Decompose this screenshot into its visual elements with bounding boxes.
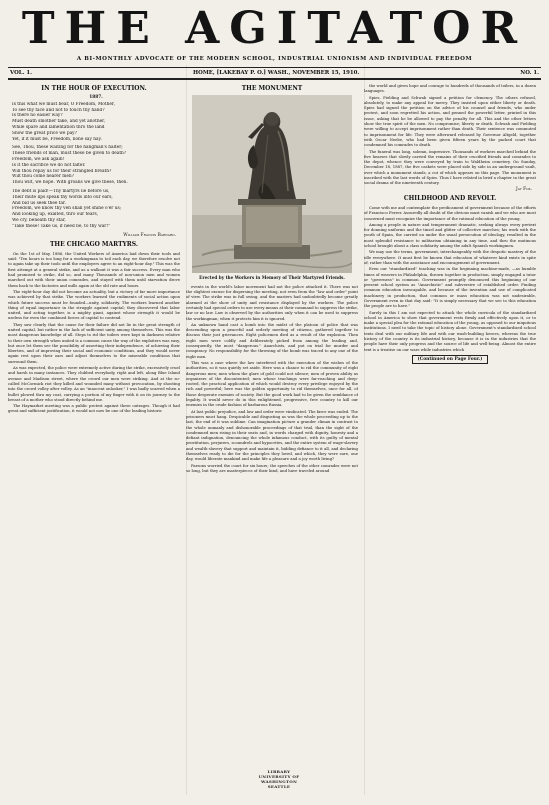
article-paragraph: As was expected, the police were extremely active during the strike, excessively cruel and harsh in many instances. They clubbed everybody, right and left, along Blue Island avenue and Madison street, where the crowd our men were striking. And at the so-called McCormick riot they killed and wounded many without provocation, by shooting into the crowd volley after volley. As an "innocent onlooker," I was badly scarred when a bullet plowed thru my coat, carrying a portion of my finger with it on its journey to the breast of a mother who stood directly behind me.: [8, 365, 180, 402]
poem-line: We cry, beneath thy star,: [12, 217, 66, 223]
monument-caption: Erected by the Workers in Memory of Their Martyred Friends.: [199, 275, 345, 280]
newspaper-page: [8, 5, 541, 795]
poem-line: "Take these! Take us, if need be, to thy war!": [12, 223, 111, 229]
issue-number: NO. 1.: [520, 70, 539, 76]
article-paragraph: Even our "standardized" teaching was in the beginning machine-made, —as humble times of weavers in Philadelphia, thrown together in production, simply engaged a tutor or "governess" in common. Government promptly denounced this beginning of our present school system as "Anarchistic" and subversive of established order. Finding common education inescapable, and because of the invention and use of complicated machinery in production, that common or mass education was not undesirable, Government even in that day said: "It is simply necessary that we see to this education the people are to have.": [364, 266, 536, 309]
poem-line: Is this what we must bear, O Freedom, Mother,: [12, 101, 115, 107]
article-paragraph: the world and given hope and courage to hundreds of thousands of toilers, in a dozen languages.: [364, 83, 536, 94]
center-column: [186, 83, 358, 805]
stamp-line: UNIVERSITY OF WASHINGTON: [258, 774, 300, 784]
left-column: [8, 83, 180, 805]
poem-line: Will thou repay us for their strangled breath?: [12, 168, 112, 174]
poem-line: Thou wilt, we hope. With groans we give these, then.: [12, 180, 128, 186]
article-paragraph: Among a people in nature and temperament dramatic, seeking always every pretext for donning uniforms and the tinsel and glitter of collective marches; his work with the youth of Spain, the carried on under the usual persecution of ideology, resulted in the most splendid resistance to militarism obtaining in any time, and thru the mutinous school brought about a class solidarity among the adult Spanish workingmen.: [364, 221, 536, 249]
masthead: [8, 5, 541, 80]
poem-line: Freedom, we know thy ven shall yet shine o'er us;: [12, 206, 122, 212]
newspaper-title: THE AGITATOR: [21, 3, 528, 54]
poem-stanza: [12, 102, 180, 143]
article-columns: [8, 83, 541, 805]
poem-line: Yet, if it must be, Freedom, none say nay.: [12, 136, 102, 142]
poem-line: To see thy face and not to touch thy hand?: [12, 107, 105, 113]
article-paragraph: This was a case where the law interfered with the execution of the wishes of the authorities, so it was quietly set aside. Here was a chance to rid the community of eight dangerous men; men whom the glare of gold could not silence; men of proven ability as organizers of the discontented; men whose teachings were far-reaching and deep-rooted, the practical application of which would destroy every privilege enjoyed by the rich and powerful; here was the golden opportunity to rid themselves, once for all, of those desperate enemies of society. But the good work had to be given the semblance of legality. It would never do in this enlightened, progressive, free country to kill our enemies in the crude fashion of barbarous Russia.: [186, 359, 358, 408]
volume-label: VOL. 1.: [10, 70, 32, 76]
poem-line: Freedom, we ask again!: [12, 156, 65, 162]
library-stamp: [249, 769, 309, 789]
poem-line: These friends of man, must these be given to death?: [12, 151, 127, 157]
poem-line: Show the great price we pay?: [12, 130, 77, 136]
article-paragraph: The funeral was long, solemn, impressive. Thousands of workers marched behind the five hearses that slowly carried the remains of their crucified friends and comrades to the depot, whence they were conveyed by train to Waldheim cemetery. On Sunday, December 18, 1887, the five caskets were placed side by side in an underground vault, over which a monument stands, a cut of which appears on this page. The monument is inscribed with the last words of Spies. Thus I have related in brief a chapter in the great social drama of the nineteenth century.: [364, 148, 536, 186]
article-paragraph: Surely in this I am not expected to attack the whole curricula of the standardized school in America to show that government rests firmly and effectively upon it, or to make a special plea for the rational education of the young, as opposed to our iniquitous institutions. I need to take the topic of history alone. Government's standardized school texts deal with our military life and with our wash-building heroes, whereas the true history of the country is its industrial history, because it is in the industries that the people have their only progress and the source of life and well-being. Almost the entire text is a treatise on our wars while industries which: [364, 309, 536, 352]
continued-label: (Continued on Page Four.): [412, 355, 489, 364]
poem-line: Their mute lips speak thy words into our ears,: [12, 194, 113, 200]
poem-line: The debt is paid!—Thy martyrs lie before us,: [12, 188, 110, 194]
monument-heading: THE MONUMENT: [241, 85, 303, 92]
dateline: HOME, [LAKEBAY P. O.] WASH., NOVEMBER 15, 1910.: [193, 70, 360, 76]
poem: [8, 95, 180, 230]
article-paragraph: Spies, Fielding and Schwab signed a petition for clemency. The others refused, absolutely, to make any appeal for mercy. They insisted upon either liberty or death. Spies had signed the petition on the advice of his counsel and friends, who under protest, and soon regretted his action, and penned the powerful letter, printed in this issue, asking that he be allowed to pay the penalty for all. This and the other letters show the true spirit of the men. No compromise; liberty or death. Schwab and Fielding were willing to accept imprisonment rather than death. Their sentence was commuted to imprisonment for life. They were afterward released by Governor Altgeld, together with Oscar Neebe, who had been given fifteen years by the packed court that condemned his comrades to death.: [364, 94, 536, 148]
poem-heading: IN THE HOUR OF EXECUTION.: [41, 85, 147, 92]
poem-line: Is it the sacrifice we do not falter.: [12, 162, 86, 168]
article-paragraph: The Haymarket meeting was a public protest against these outrages. Though it had great and sufficient justification, it would not now be one of the leading historic: [8, 403, 180, 414]
poem-stanza: [12, 189, 180, 230]
poem-stanza: [12, 145, 180, 186]
martyrs-heading: THE CHICAGO MARTYRS.: [49, 240, 139, 248]
childhood-heading: CHILDHOOD AND REVOLT.: [403, 194, 497, 202]
poem-line: Wilt thou come nearer men?: [12, 174, 74, 180]
monument-illustration: [192, 95, 352, 273]
article-paragraph: Come with me and contemplate the predicament of government because of the efforts of Francisco Ferrer. Assuredly all doubt of the obvious must vanish and we who are most concerned must recognize the importance of the rational education of the young.: [364, 204, 536, 221]
poem-line: And bid us seek thee far.: [12, 200, 66, 206]
right-column: [364, 83, 536, 805]
stamp-line: SEATTLE: [267, 784, 291, 789]
column-rule: [364, 65, 365, 795]
article-paragraph: An unknown hand cast a bomb into the midst of the platoon of police that was descending upon a peaceful and orderly meeting of citizens, gathered together to discuss their just grievances. Eight policemen died as a result of the explosion. Then eight men were coldly and deliberately picked from among the leading and, consequently, the most "dangerous." Anarchists, and put on trial for murder and conspiracy. No responsibility for the throwing of the bomb was traced to any one of the eight men.: [186, 321, 358, 359]
issue-info-bar: [8, 67, 541, 80]
article-paragraph: On the 1st of May, 1886, the United Workers of America laid down their tools and said: "Ten hours is too long for a workingman to toil each day, we therefore resolve not to again take up their tools until the employers agree to an eight-hour day." This was the first attempt at a general strike, and as a walkout it was a fair success. Every man who had promised to strike, did so, and many Thousands of non-union men and women marched out with their union comrades, and stayed with them until starvation drove them back to the factories and mills again at the old rate and hours.: [8, 250, 180, 288]
poem-year: 1887.: [89, 95, 103, 100]
poem-line: See, Thou, these waiting for the hangman's halter;: [12, 145, 123, 151]
monument-engraving: [192, 95, 352, 273]
article-paragraph: Parsons worried the court for six hours; the speeches of the other comrades were not so long, but they are masterpieces of their kind, and have traveled around: [186, 462, 358, 473]
article-paragraph: At last public prejudice, and law and order were vindicated. The farce was ended. The prisoners must hang. Despicable and disgusting as was the whole proceeding up to the last, the end of it was sublime. Can imagination picture a grander climax in contrast to the whole unmanly and dishonorable proceedings of that trial, than the sight of the condemned men rising in their seats and, in words charged with dignity, honesty and a defiant indignation, denouncing the whole infamous conduct, with its guilty of mental prostitution, perjurers, scoundrels and hypocrites, and the entire system of wage-slavery and wealth-slavery that support and maintain it, bidding defiance to it all, and declaring themselves ready to die for the principles they loved, and which, they were sure, one day, would liberate mankind and make life a pleasure and a joy worth living?: [186, 408, 358, 462]
stamp-line: LIBRARY: [267, 769, 291, 774]
article-paragraph: events in the world's labor movement had not the police attacked it. There was not the slightest excuse for dispersing the meeting, not even from the "law and order" point of view. The strike was in full swing, and the masters had undoubtedly become greatly alarmed at the show of unity and resistance displayed by the workers. The police certainly had special orders to use every means at their command to suppress the strike, law or no law. Law is observed by the authorities only when it can be used to suppress the workingman; when it protects him it is ignored.: [186, 283, 358, 321]
continued-notice: [364, 355, 536, 364]
article-paragraph: The eight-hour day did not become an actuality, but a victory of far more importance was achieved by that strike. The workers learned the rudiments of social action upon which future success must be founded—unity, solidarity. The workers learned another thing of equal importance in the struggle against capital; they discovered that labor united, and acting together, is a mighty giant, against whose strength it would be useless for even the combined forces of capital to contend.: [8, 288, 180, 321]
poem-line: Must death smother take, and yet another,: [12, 119, 106, 125]
article-paragraph: We may use the terms, government, interchangeably with the despotic mastery of the idle everywhere. It must first be known that education of whatever kind exists in spite of, rather than with the assistance and encouragement of government.: [364, 249, 536, 265]
newspaper-subtitle: A BI-MONTHLY ADVOCATE OF THE MODERN SCHOOL, INDUSTRIAL UNIONISM AND INDIVIDUAL FREEDOM: [76, 56, 473, 62]
column-rule: [186, 65, 187, 795]
poem-line: While spare and lamentation thro the land: [12, 124, 105, 130]
article-paragraph: They saw clearly that the cause for their failure did not lie in the great strength of united capital, but rather in the lack of sufficient unity among themselves. This was the most dangerous knowledge of all. Steps to rid the toilers were kept in darkness relative to their own strength when united is a common cause the way of the exploiters was easy, but once let them see the possibility of asserting their independence, of achieving their liberties, and of improving their social and economic conditions, and they would never again rest upon their oars and adjust themselves to the miserable conditions that surround them.: [8, 321, 180, 364]
poem-signature: William Francis Barnard.: [123, 232, 176, 238]
poem-line: And looking up, exalted, thro our tears,: [12, 212, 99, 218]
poem-line: Is there no easier way?: [12, 113, 63, 119]
article-signature: Jay Fox.: [515, 186, 532, 192]
